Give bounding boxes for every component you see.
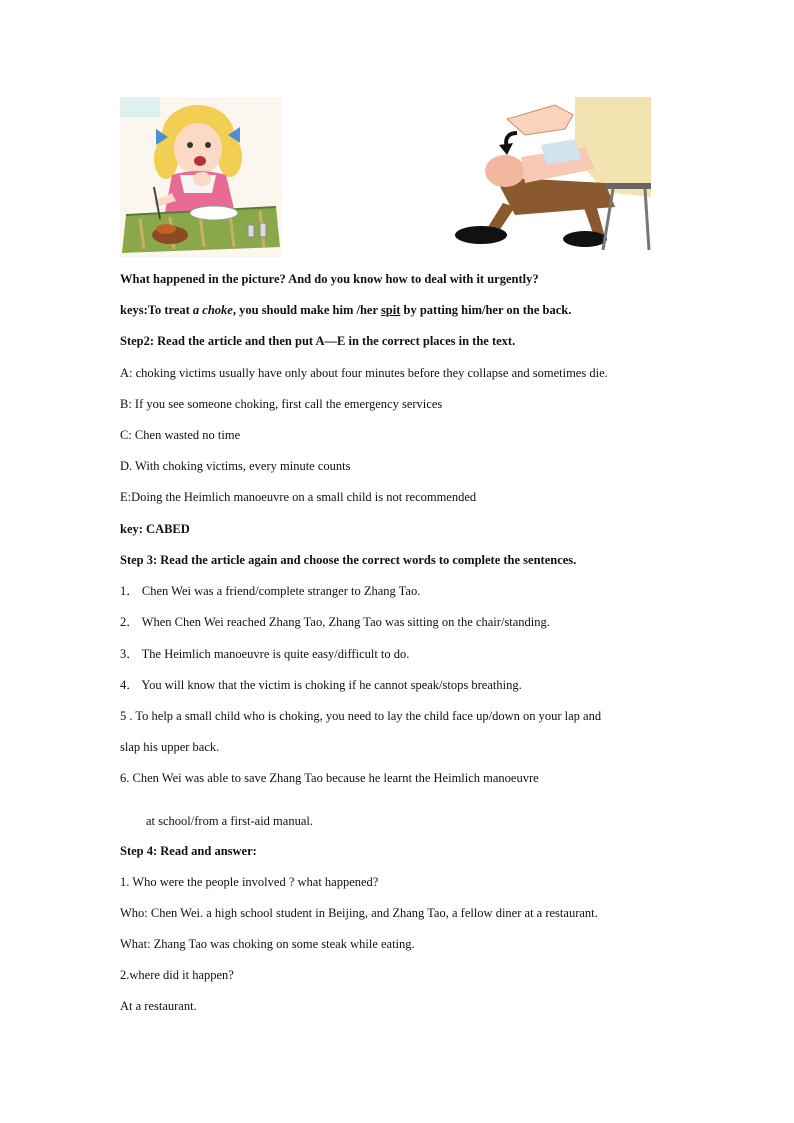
step3-item-6-cont: at school/from a first-aid manual. <box>146 814 313 828</box>
step3-item-3: 3． The Heimlich manoeuvre is quite easy/difficult to do. <box>120 647 410 661</box>
step2-heading: Step2: Read the article and then put A—E in the correct places in the text. <box>120 334 516 348</box>
infant-back-blows-illustration <box>455 97 651 250</box>
keys-tail: by patting him/her on the back. <box>400 303 572 317</box>
step4-who: Who: Chen Wei. a high school student in Beijing, and Zhang Tao, a fellow diner at a restaurant. <box>120 906 598 920</box>
step4-q1: 1. Who were the people involved ? what happened? <box>120 875 379 889</box>
step4-heading: Step 4: Read and answer: <box>120 844 257 858</box>
step4-what: What: Zhang Tao was choking on some steak while eating. <box>120 937 415 951</box>
step2-key: key: CABED <box>120 522 190 536</box>
step2-option-d: D. With choking victims, every minute counts <box>120 459 351 473</box>
step3-item-2: 2． When Chen Wei reached Zhang Tao, Zhang Tao was sitting on the chair/standing. <box>120 615 550 629</box>
step3-item-1: 1． Chen Wei was a friend/complete stranger to Zhang Tao. <box>120 584 421 598</box>
keys-spit: spit <box>380 303 401 317</box>
step3-item-5-cont: slap his upper back. <box>120 740 220 754</box>
step3-heading: Step 3: Read the article again and choose the correct words to complete the sentences. <box>120 553 577 567</box>
keys-line <box>120 302 571 318</box>
step2-option-b: B: If you see someone choking, first call the emergency services <box>120 397 443 411</box>
keys-mid: , you should make him /her <box>232 303 381 317</box>
choking-girl-illustration <box>120 97 282 257</box>
step4-q2: 2.where did it happen? <box>120 968 234 982</box>
step3-item-5: 5 . To help a small child who is choking, you need to lay the child face up/down on your lap and <box>120 709 602 723</box>
keys-lead: keys:To treat <box>120 303 193 317</box>
step2-option-c: C: Chen wasted no time <box>120 428 241 442</box>
keys-choke: a choke <box>192 303 233 317</box>
step2-option-e: E:Doing the Heimlich manoeuvre on a small child is not recommended <box>120 490 477 504</box>
step3-item-6: 6. Chen Wei was able to save Zhang Tao because he learnt the Heimlich manoeuvre <box>120 771 539 785</box>
step4-where: At a restaurant. <box>120 999 197 1013</box>
step3-item-4: 4． You will know that the victim is choking if he cannot speak/stops breathing. <box>120 678 522 692</box>
step2-option-a: A: choking victims usually have only about four minutes before they collapse and sometimes die. <box>120 366 608 380</box>
question-heading: What happened in the picture? And do you know how to deal with it urgently? <box>120 272 539 286</box>
